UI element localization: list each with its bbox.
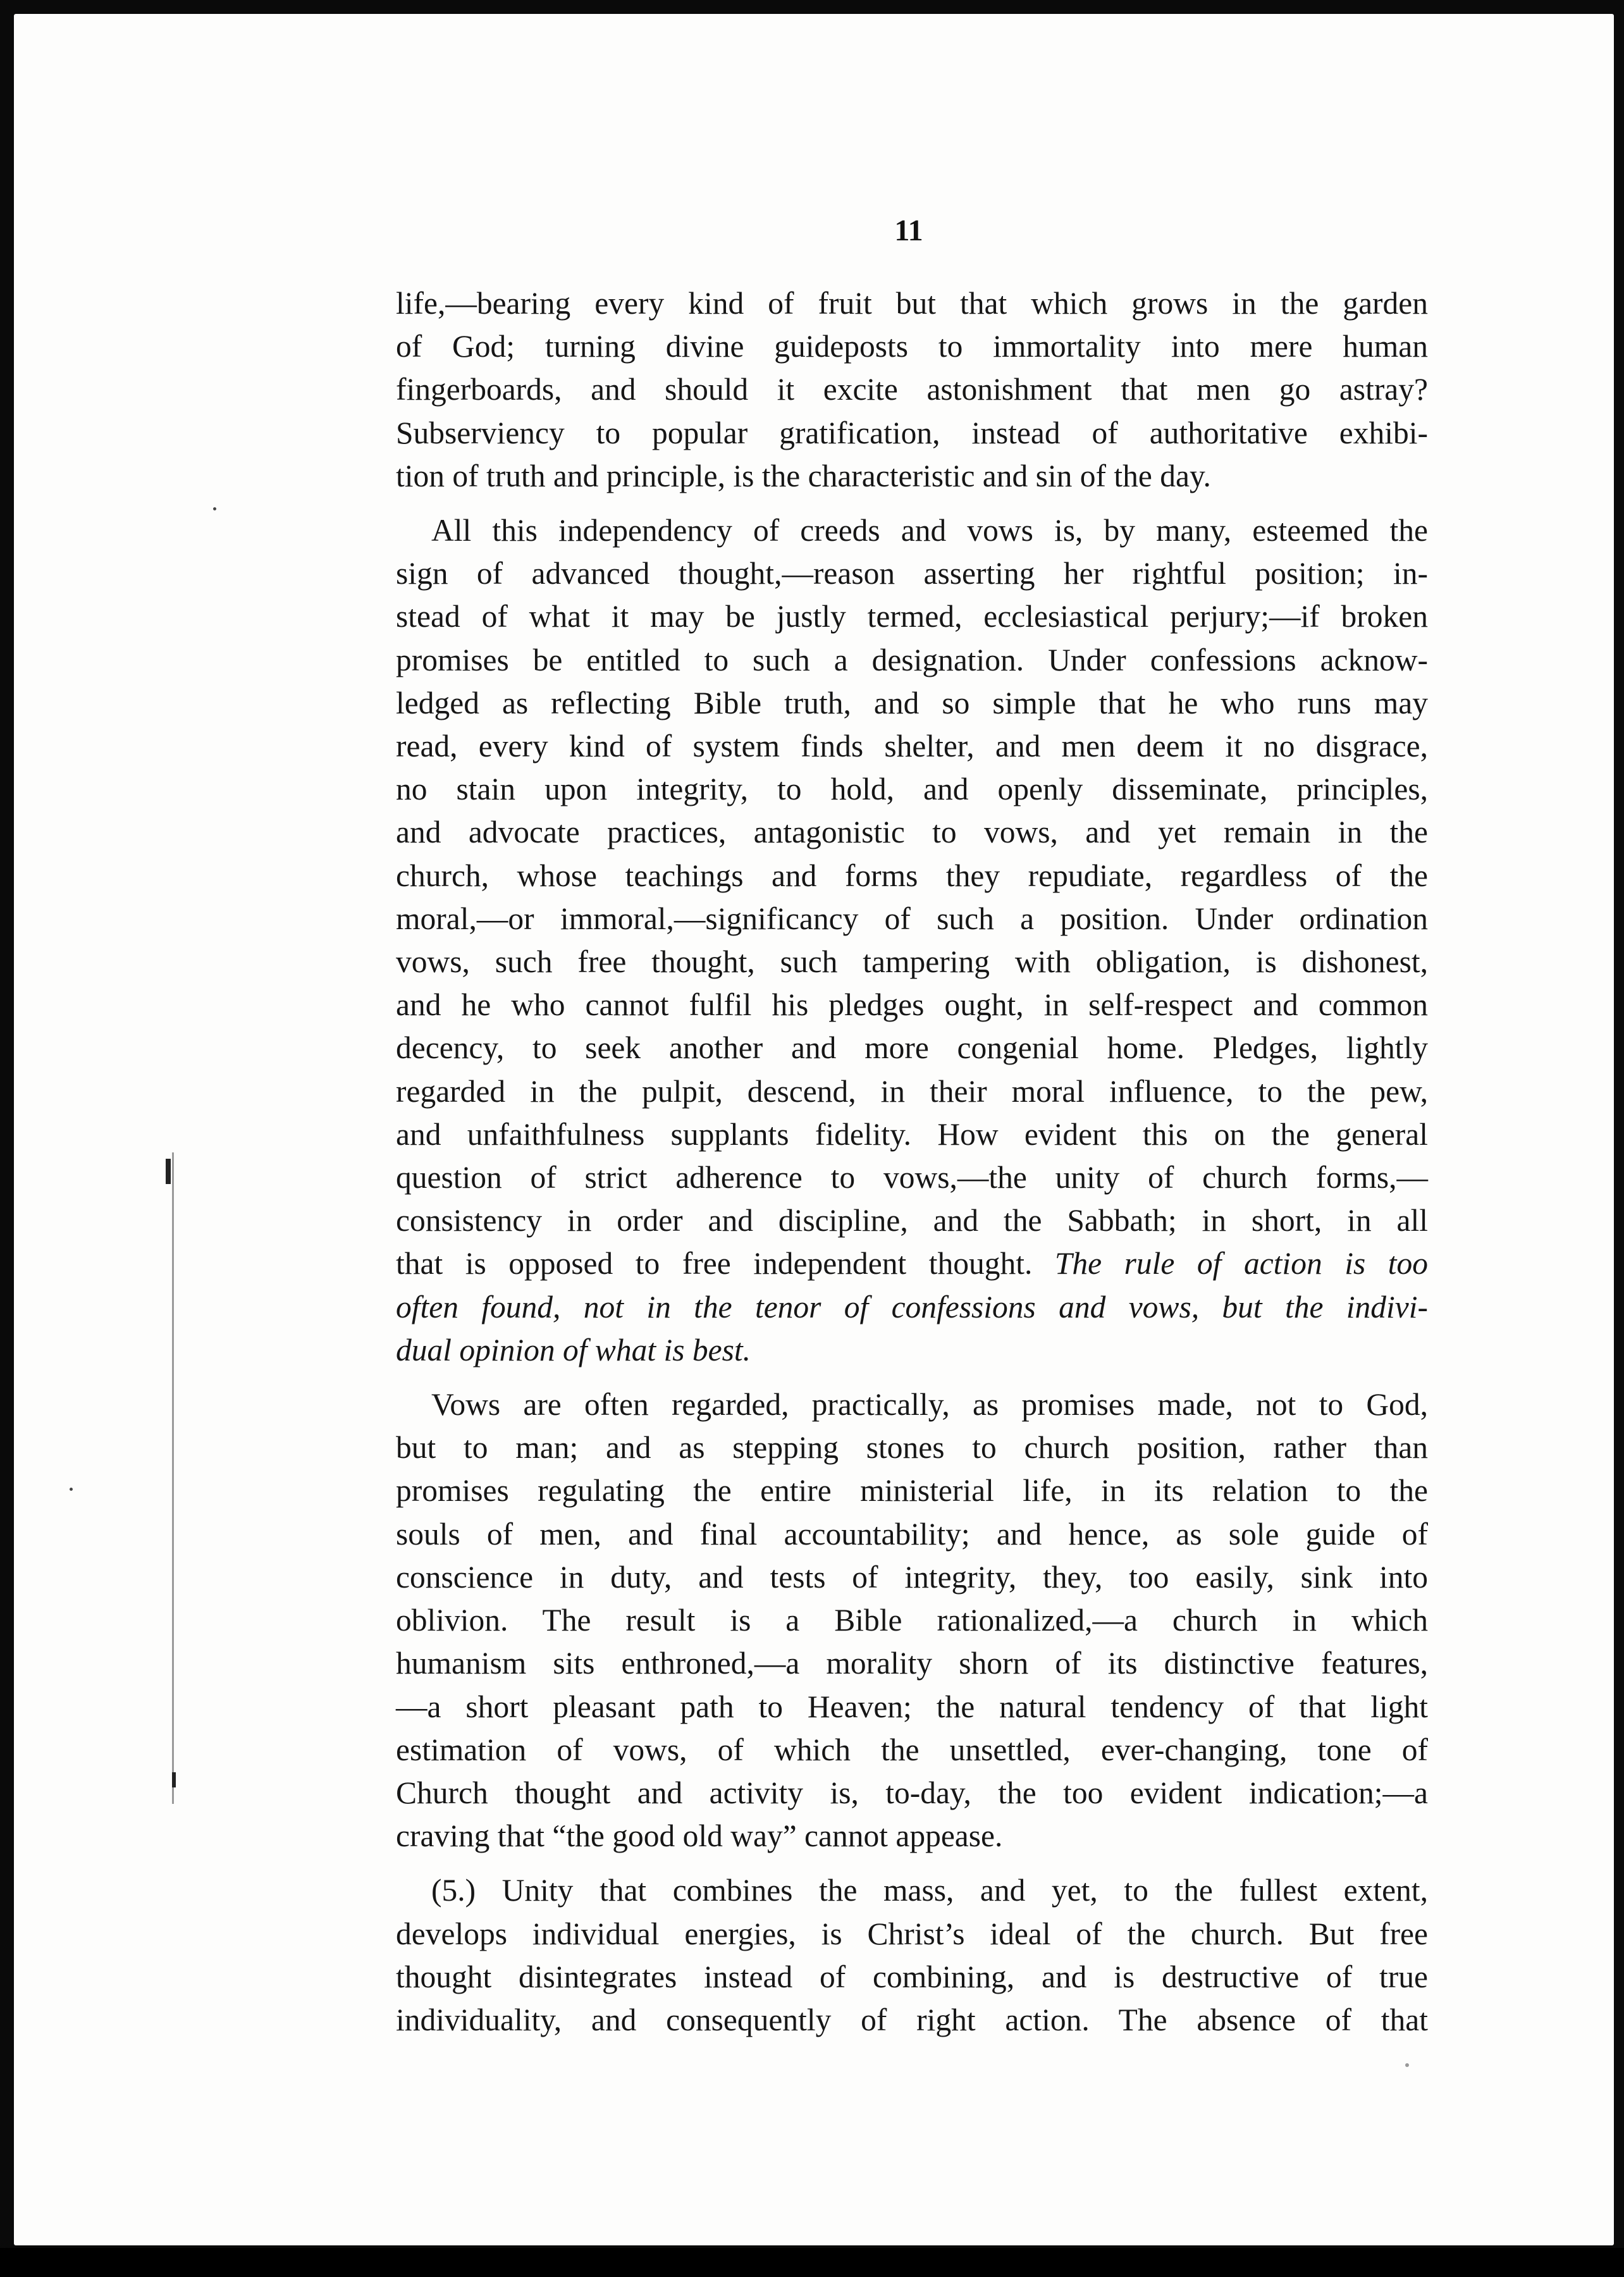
section-number: (5.)	[431, 1873, 476, 1908]
text-line: life,—bearing every kind of fruit but that which grows in the garden	[396, 286, 1428, 321]
text-line: Church thought and activity is, to-day, the too evident indication;—a	[396, 1775, 1428, 1810]
text-line: All this independency of creeds and vows is, by many, esteemed the	[431, 513, 1428, 548]
text-line: tion of truth and principle, is the characteristic and sin of the day.	[396, 458, 1211, 493]
body-text	[396, 282, 1428, 2042]
paragraph-1	[396, 282, 1428, 498]
text-line: Vows are often regarded, practically, as promises made, not to God,	[431, 1387, 1428, 1422]
text-line: oblivion. The result is a Bible rationalized,—a church in which	[396, 1603, 1428, 1638]
paragraph-3	[396, 1383, 1428, 1858]
margin-speck	[1405, 2063, 1409, 2067]
margin-rule	[172, 1152, 174, 1804]
text-line: of God; turning divine guideposts to immortality into mere human	[396, 329, 1428, 364]
text-line: —a short pleasant path to Heaven; the natural tendency of that light	[396, 1689, 1428, 1724]
text-line: souls of men, and final accountability; and hence, as sole guide of	[396, 1516, 1428, 1552]
margin-speck	[213, 507, 216, 510]
margin-speck	[172, 1772, 176, 1787]
text-line: develops individual energies, is Christ’s ideal of the church. But free	[396, 1916, 1428, 1951]
italic-text: The rule of action is too	[1054, 1246, 1429, 1281]
book-page	[14, 14, 1614, 2245]
text-line: and advocate practices, antagonistic to vows, and yet remain in the	[396, 815, 1428, 850]
italic-line: dual opinion of what is best.	[396, 1332, 751, 1367]
text-line: conscience in duty, and tests of integrity, they, too easily, sink into	[396, 1559, 1428, 1595]
text-line: read, every kind of system finds shelter, and men deem it no disgrace,	[396, 729, 1428, 764]
plain-text: that is opposed to free independent thought.	[396, 1246, 1033, 1281]
paragraph-2	[396, 509, 1428, 1372]
text-line: moral,—or immoral,—significancy of such a position. Under ordination	[396, 901, 1428, 936]
text-line: vows, such free thought, such tampering with obligation, is dishonest,	[396, 944, 1428, 980]
text-line: humanism sits enthroned,—a morality shorn of its distinctive features,	[396, 1646, 1428, 1681]
text-line: thought disintegrates instead of combining, and is destructive of true	[396, 1959, 1428, 1994]
paragraph-4	[396, 1869, 1428, 2042]
page-number: 11	[894, 214, 923, 247]
text-line: estimation of vows, of which the unsettled, ever-changing, tone of	[396, 1732, 1428, 1767]
scan-bottom-edge	[0, 2248, 1624, 2277]
text-line: and he who cannot fulfil his pledges ought, in self-respect and common	[396, 987, 1428, 1023]
text-line: fingerboards, and should it excite astonishment that men go astray?	[396, 372, 1428, 407]
plain-text: Unity that combines the mass, and yet, to the fullest extent,	[501, 1873, 1428, 1908]
text-line: regarded in the pulpit, descend, in their moral influence, to the pew,	[396, 1073, 1428, 1109]
text-line: promises be entitled to such a designation. Under confessions acknow-	[396, 642, 1428, 677]
text-line-numbered	[396, 1869, 1428, 1912]
text-line: but to man; and as stepping stones to church position, rather than	[396, 1430, 1428, 1466]
text-line: individuality, and consequently of right action. The absence of that	[396, 2002, 1428, 2037]
text-line: stead of what it may be justly termed, ecclesiastical perjury;—if broken	[396, 599, 1428, 634]
text-line-mixed	[396, 1242, 1428, 1285]
text-line: consistency in order and discipline, and the Sabbath; in short, in all	[396, 1203, 1428, 1238]
text-line: sign of advanced thought,—reason asserting her rightful position; in-	[396, 556, 1428, 591]
margin-speck	[166, 1159, 171, 1184]
text-line: church, whose teachings and forms they repudiate, regardless of the	[396, 858, 1428, 893]
text-line: promises regulating the entire ministerial life, in its relation to the	[396, 1473, 1428, 1509]
text-line: Subserviency to popular gratification, instead of authoritative exhibi-	[396, 415, 1428, 450]
text-line: question of strict adherence to vows,—the unity of church forms,—	[396, 1160, 1428, 1195]
text-line: ledged as reflecting Bible truth, and so simple that he who runs may	[396, 685, 1428, 720]
text-line: no stain upon integrity, to hold, and openly disseminate, principles,	[396, 772, 1428, 807]
text-line: decency, to seek another and more congenial home. Pledges, lightly	[396, 1030, 1428, 1066]
margin-speck	[70, 1488, 73, 1491]
italic-line: often found, not in the tenor of confessions and vows, but the indivi-	[396, 1289, 1428, 1324]
text-line: craving that “the good old way” cannot appease.	[396, 1818, 1003, 1854]
text-line: and unfaithfulness supplants fidelity. How evident this on the general	[396, 1116, 1428, 1152]
